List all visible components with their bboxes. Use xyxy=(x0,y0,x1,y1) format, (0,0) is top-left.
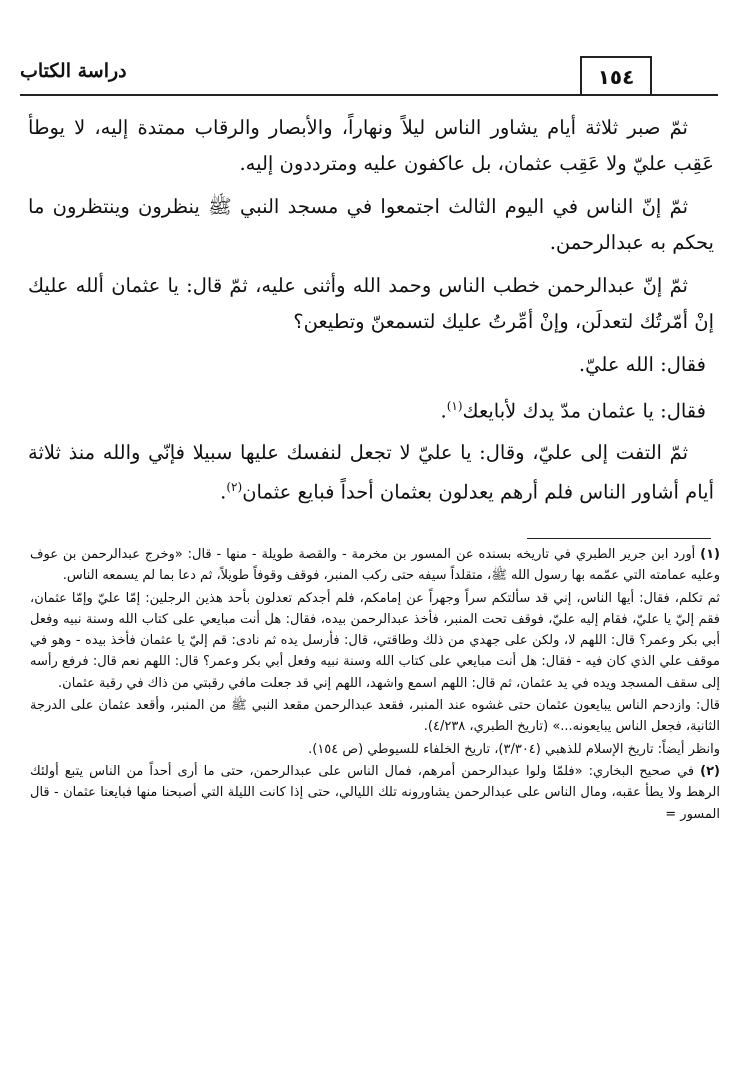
paragraph-5-end: . xyxy=(440,399,447,422)
paragraph-1: ثمّ صبر ثلاثة أيام يشاور الناس ليلاً ونهاراً، والأبصار والرقاب ممتدة إليه، لا يوطأ عَقِب عليّ ولا عَقِب عثمان، بل عاكفون عليه ومترددون إليه. xyxy=(28,116,714,175)
paragraph-2: ثمّ إنّ الناس في اليوم الثالث اجتمعوا في مسجد النبي ﷺ ينظرون وينتظرون ما يحكم به عبدالرحمن. xyxy=(28,195,714,254)
footnotes xyxy=(30,544,720,826)
footnote-1-number: (١) xyxy=(700,547,720,562)
paragraph-5-text: فقال: يا عثمان مدّ يدك لأبايعك xyxy=(462,399,706,422)
paragraph-6-end: . xyxy=(220,480,227,504)
page-number: ١٥٤ xyxy=(580,56,652,96)
footnote-ref-2: (٢) xyxy=(226,480,243,494)
footnote-1-text-b: ثم تكلم، فقال: أيها الناس، إني قد سألتكم سراً وجهراً عن إمامكم، فلم أجدكم تعدلون بأحد هذين الرجلين: إمّا عليّ وإمّا عثمان، فقم إليّ يا عليّ، فقام إليه عليّ، فوقف تحت المنبر، فأخذ عبدالرحمن بيده، فقال: هل أنت مبايعي على كتاب الله وسنة نبيه وفعل أبي بكر وعمر؟ قال: اللهم لا، ولكن على جهدي من ذلك وطاقتي، قال: فأرسل يده ثم نادى: قم إليّ يا عثمان فأخذ بيده - وهو في موقف علي الذي كان فيه - فقال: هل أنت مبايعي على كتاب الله وسنة نبيه وفعل أبي بكر وعمر؟ قال: اللهم نعم قال: فرفع رأسه إلى سقف المسجد ويده في يد عثمان، ثم قال: اللهم اسمع واشهد، اللهم إني قد جعلت مافي رقبتي من ذاك في رقبة عثمان. xyxy=(30,590,720,691)
footnote-1-text-d: وانظر أيضاً: تاريخ الإسلام للذهبي (٣/٣٠٤)، تاريخ الخلفاء للسيوطي (ص ١٥٤). xyxy=(308,741,720,757)
paragraph-6 xyxy=(28,435,714,511)
footnote-2-number: (٢) xyxy=(700,763,720,779)
footnote-2 xyxy=(30,761,720,825)
page-header xyxy=(20,56,718,100)
footnote-ref-1: (١) xyxy=(446,398,463,413)
running-title: دراسة الكتاب xyxy=(20,60,127,82)
main-text xyxy=(28,110,714,518)
paragraph-5 xyxy=(28,389,714,429)
paragraph-4: فقال: الله عليّ. xyxy=(578,353,706,376)
footnote-1-text-a: أورد ابن جرير الطبري في تاريخه بسنده عن المسور بن مخرمة - والقصة طويلة - منها - قال: «وخرج عبدالرحمن بن عوف وعليه عمامته التي عمّمه بها رسول الله ﷺ، متقلداً سيفه حتى ركب المنبر، فوقف وقوفاً طويلاً، ثم دعا بما لم يسمعه الناس. xyxy=(30,547,720,584)
footnote-1-text-c: قال: وازدحم الناس يبايعون عثمان حتى غشوه عند المنبر، فقعد عبدالرحمن مقعد النبي ﷺ من المنبر، وأقعد عثمان على الدرجة الثانية، فجعل الناس يبايعونه...» (تاريخ الطبري، ٤/٢٣٨). xyxy=(30,698,720,735)
footnote-1-intro xyxy=(30,544,720,587)
paragraph-6-text: ثمّ التفت إلى عليّ، وقال: يا عليّ لا تجعل لنفسك عليها سبيلا فإنّي والله منذ ثلاثة أيام أشاور الناس فلم أرهم يعدلون بعثمان أحداً فبايع عثمان xyxy=(28,440,714,504)
footnote-separator xyxy=(527,538,711,539)
header-rule xyxy=(20,94,718,96)
footnote-2-text: في صحيح البخاري: «فلمّا ولوا عبدالرحمن أمرهم، فمال الناس على عبدالرحمن، حتى ما أرى أحداً من الناس يتبع أولئك الرهط ولا يطأ عقبه، ومال الناس على عبدالرحمن يشاورونه تلك الليالي، حتى إذا كانت الليلة التي أصبحنا منها فبايعنا عثمان - قال المسور = xyxy=(30,763,720,822)
paragraph-3: ثمّ إنّ عبدالرحمن خطب الناس وحمد الله وأثنى عليه، ثمّ قال: يا عثمان ألله عليك إنْ أمّرتُك لتعدلَن، وإنْ أمِّرتُ عليك لتسمعنّ وتطيعن؟ xyxy=(28,274,714,333)
